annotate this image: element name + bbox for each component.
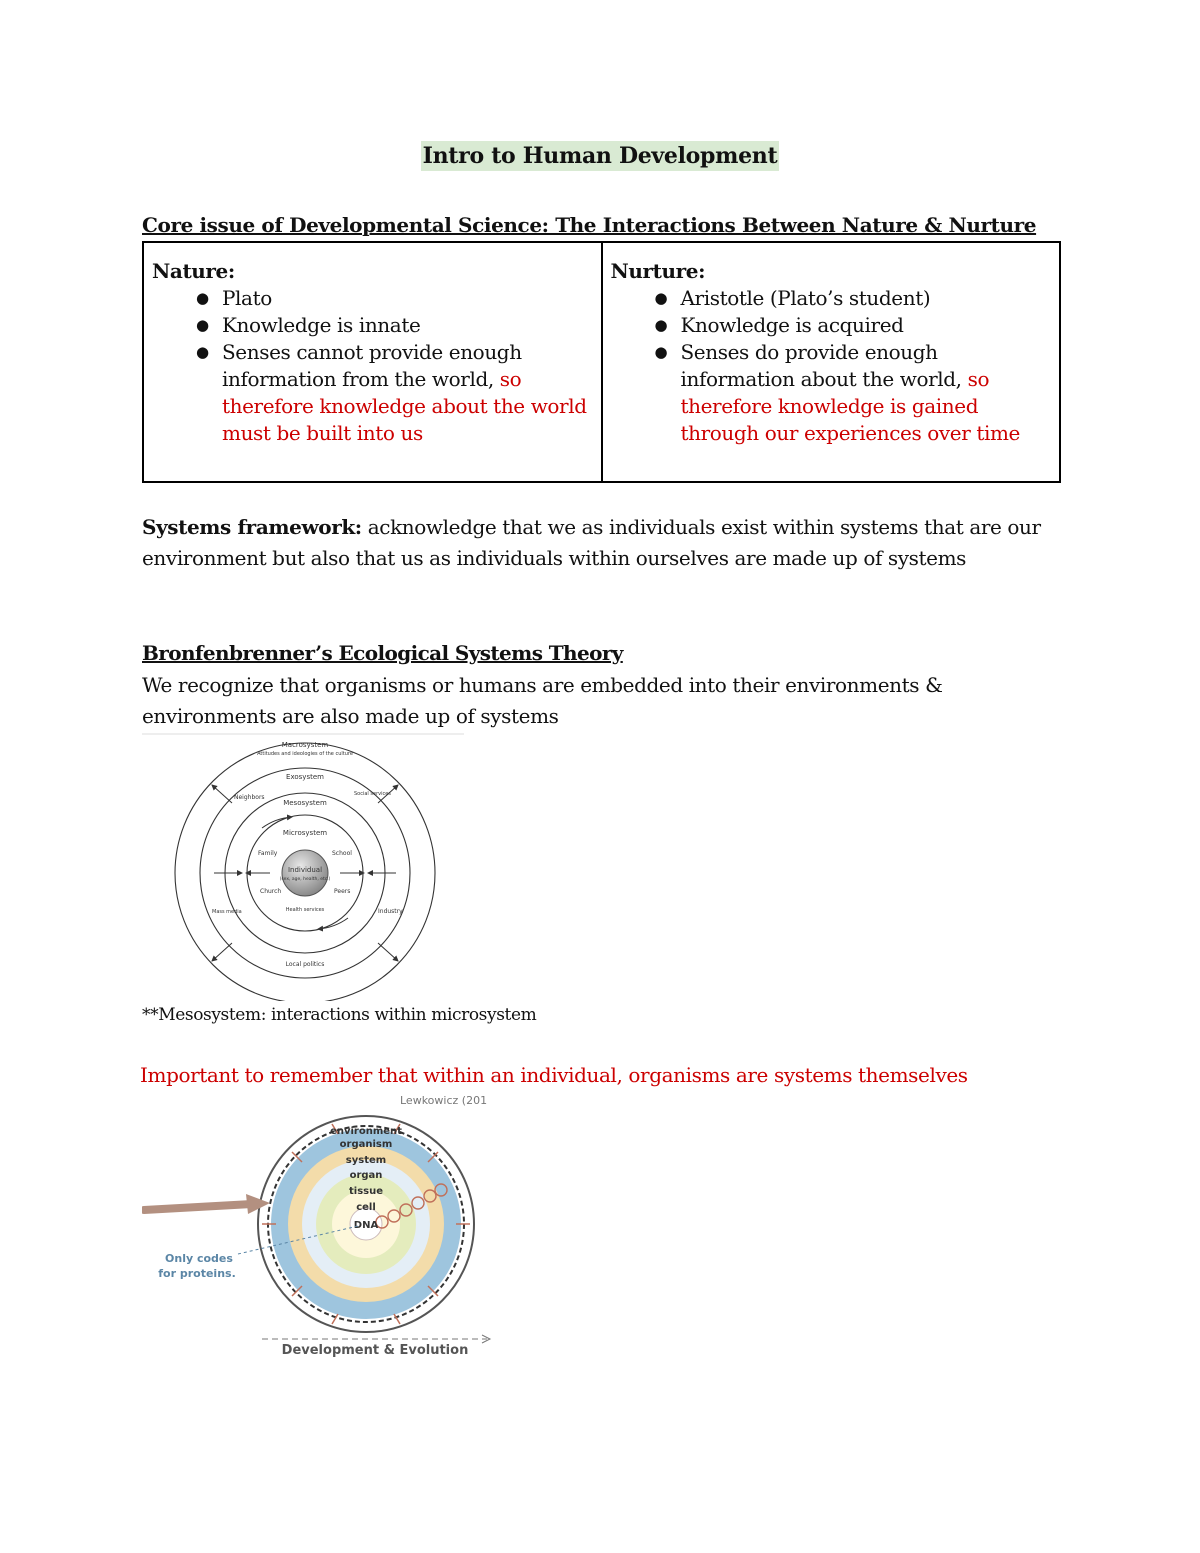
core-issue-heading: Core issue of Developmental Science: The Interactions Between Nature & Nurture — [142, 213, 1037, 237]
important-note: Important to remember that within an individual, organisms are systems themselves — [140, 1063, 968, 1087]
mesosystem-note: **Mesosystem: interactions within microsystem — [142, 1005, 537, 1025]
individual-sublabel: (sex, age, health, etc.) — [279, 877, 331, 882]
nature-cell — [143, 242, 602, 482]
bullet-icon: ● — [654, 343, 668, 361]
exosystem-label: Exosystem — [286, 773, 324, 781]
family-label: Family — [258, 850, 278, 857]
list-item: ● Knowledge is innate — [196, 313, 421, 337]
cell-label: cell — [356, 1202, 376, 1213]
mass-media-label: Mass media — [212, 909, 242, 915]
list-item: ● Senses do provide enough information about the world, so therefore knowledge is gained through our experiences over time — [654, 340, 1020, 445]
list-item: ● Aristotle (Plato’s student) — [654, 286, 931, 310]
system-label: system — [345, 1155, 387, 1166]
list-item: ● Senses cannot provide enough information from the world, so therefore knowledge about the world must be built into us — [196, 340, 587, 445]
nature-nurture-table — [142, 241, 1061, 483]
church-label: Church — [260, 888, 282, 895]
macrosystem-sublabel: Attitudes and ideologies of the culture — [257, 751, 353, 757]
nurture-cell — [602, 242, 1061, 482]
bronfenbrenner-heading: Bronfenbrenner’s Ecological Systems Theory — [142, 641, 623, 665]
page-title: Intro to Human Development — [422, 143, 778, 169]
social-services-label: Social services — [354, 791, 391, 797]
tissue-label: tissue — [348, 1186, 384, 1197]
development-evolution-label: Development & Evolution — [281, 1343, 469, 1358]
nurture-heading: Nurture: — [610, 259, 706, 283]
school-label: School — [332, 850, 352, 857]
environment-label: environment — [330, 1126, 402, 1137]
industry-label: Industry — [378, 908, 403, 915]
list-item: ● Plato — [196, 286, 272, 310]
ecological-systems-diagram — [142, 733, 464, 1001]
nature-heading: Nature: — [152, 259, 235, 283]
callout-line-1: Only codes — [165, 1252, 233, 1265]
bullet-icon: ● — [196, 316, 209, 334]
bullet-icon: ● — [196, 343, 209, 361]
peers-label: Peers — [334, 888, 351, 895]
systems-framework-text: acknowledge that we as individuals exist within systems that are our environment but also that us as individuals within ourselves are made up of systems — [142, 515, 1041, 570]
list-item: ● Knowledge is acquired — [654, 313, 904, 337]
bullet-icon: ● — [654, 316, 668, 334]
mesosystem-label: Mesosystem — [283, 799, 327, 807]
organism-label: organism — [339, 1139, 393, 1150]
bronfenbrenner-text: We recognize that organisms or humans are embedded into their environments & environments are also made up of systems — [142, 673, 943, 728]
health-services-label: Health services — [285, 907, 325, 913]
pointer-arrow — [144, 1204, 252, 1210]
callout-line-2: for proteins. — [158, 1267, 236, 1280]
organ-label: organ — [349, 1170, 383, 1181]
macrosystem-label: Macrosystem — [281, 741, 329, 749]
local-politics-label: Local politics — [285, 961, 325, 968]
systems-framework-paragraph — [142, 512, 1062, 574]
lewkowicz-credit: Lewkowicz (201 — [400, 1094, 488, 1107]
microsystem-label: Microsystem — [282, 829, 328, 837]
neighbors-label: Neighbors — [234, 794, 265, 801]
lewkowicz-diagram — [142, 1092, 502, 1360]
systems-framework-label: Systems framework: — [142, 515, 362, 539]
individual-label: Individual — [287, 866, 323, 874]
bullet-icon: ● — [654, 289, 668, 307]
dna-label: DNA — [353, 1220, 379, 1231]
bullet-icon: ● — [196, 289, 209, 307]
